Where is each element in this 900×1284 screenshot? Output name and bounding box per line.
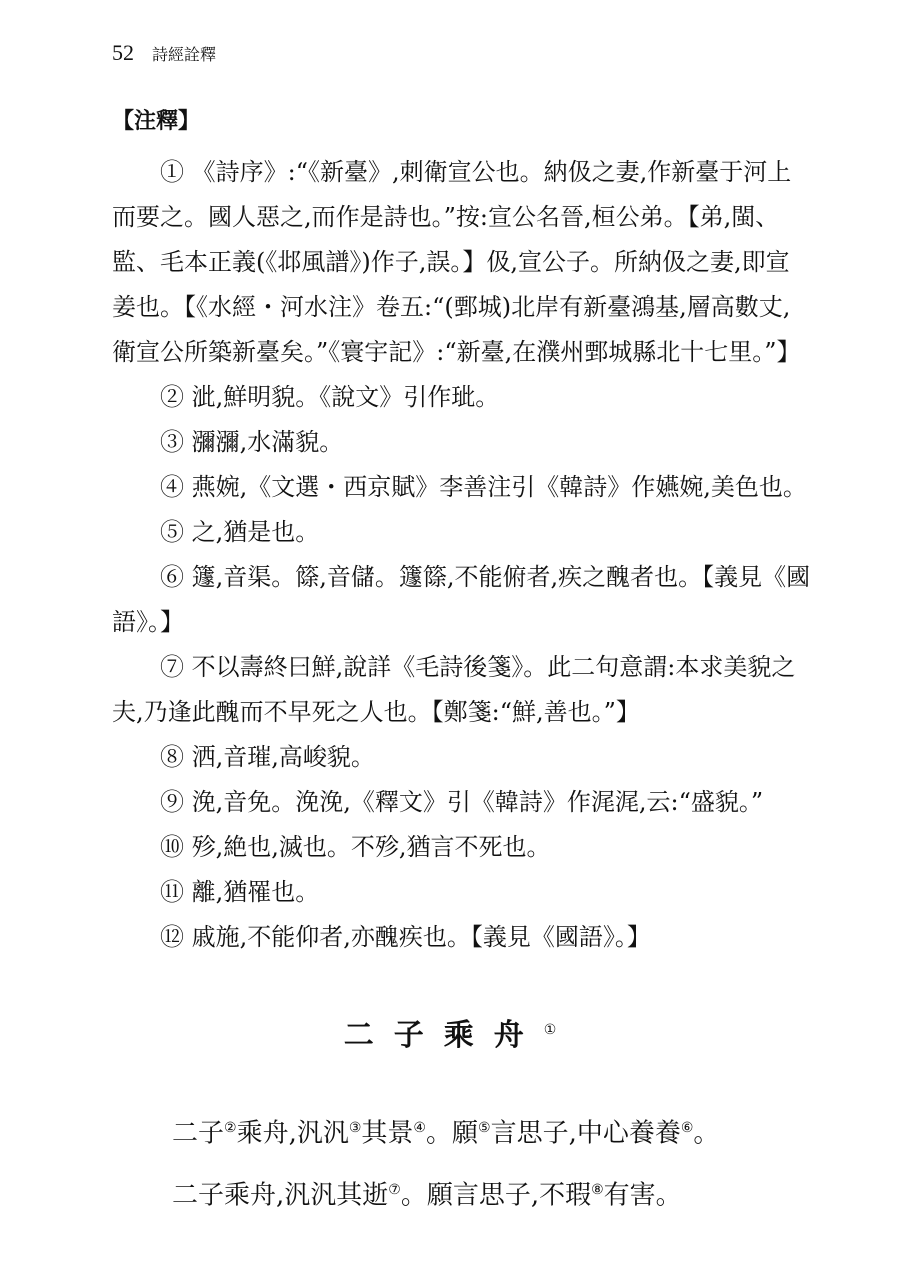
poem-body [172,1100,872,1223]
note-marker: ④ [413,1120,426,1136]
note-8: ⑧ 洒,音璀,高峻貌。 [160,743,375,771]
note-marker: ⑤ [478,1120,491,1136]
note-9: ⑨ 浼,音免。浼浼,《釋文》引《韓詩》作浘浘,云:“盛貌。” [160,788,764,816]
note-marker: ⑦ [388,1181,401,1198]
poem-line-2 [172,1162,872,1224]
note-marker: ③ [348,1120,362,1136]
note-11: ⑪ 離,猶罹也。 [160,878,320,906]
page-number: 52 [112,40,134,65]
notes-list [112,150,812,960]
poem-line-1-part-f: 。 [693,1118,720,1149]
note-marker: ⑧ [591,1181,604,1198]
note-marker: ② [224,1120,237,1136]
poem-line-2-part-b: 。願言思子,不瑕 [400,1180,592,1211]
note-2: ② 泚,鮮明貌。《說文》引作玼。 [160,383,500,411]
poem-line-1-part-a: 二子 [172,1118,225,1149]
page-header [112,40,216,66]
note-1: ① 《詩序》:“《新臺》,刺衛宣公也。納伋之妻,作新臺于河上而要之。國人惡之,而作是詩也。”按:宣公名晉,桓公弟。【弟,閩、監、毛本正義(《邶風譜》)作子,誤。】伋,宣公子。所納伋之妻,即宣姜也。【《水經・河水注》卷五:“(鄄城)北岸有新臺鴻基,層高數丈,衛宣公所築新臺矣。”《寰宇記》:“新臺,在濮州鄄城縣北十七里。”】 [112,158,801,366]
note-marker: ⑥ [680,1120,694,1136]
section-heading: 【注釋】 [112,109,201,134]
note-7: ⑦ 不以壽終曰鮮,說詳《毛詩後箋》。此二句意謂:本求美貌之夫,乃逢此醜而不早死之人也。【鄭箋:“鮮,善也。”】 [112,653,796,726]
note-3: ③ 瀰瀰,水滿貌。 [160,428,344,456]
poem-title-text: 二子乘舟 [343,1018,544,1053]
note-12: ⑫ 戚施,不能仰者,亦醜疾也。【義見《國語》。】 [160,923,651,951]
note-6: ⑥ 籧,音渠。篨,音儲。籧篨,不能俯者,疾之醜者也。【義見《國語》。】 [112,563,811,636]
poem-line-1-part-d: 。願 [425,1118,478,1149]
poem-line-2-part-c: 有害。 [603,1180,682,1211]
note-4: ④ 燕婉,《文選・西京賦》李善注引《韓詩》作嬿婉,美色也。 [160,473,807,501]
poem-line-1-part-b: 乘舟,汎汎 [236,1118,349,1149]
poem-line-1-part-e: 言思子,中心養養 [490,1118,681,1149]
note-5: ⑤ 之,猶是也。 [160,518,320,546]
note-10: ⑩ 殄,絶也,滅也。不殄,猶言不死也。 [160,833,551,861]
running-title: 詩經詮釋 [152,45,217,64]
poem-title-note-marker: ① [543,1022,557,1038]
poem-line-2-part-a: 二子乘舟,汎汎其逝 [172,1180,389,1211]
poem-line-1-part-c: 其景 [361,1118,414,1149]
poem-line-1 [172,1100,872,1162]
poem-title [0,1010,900,1054]
